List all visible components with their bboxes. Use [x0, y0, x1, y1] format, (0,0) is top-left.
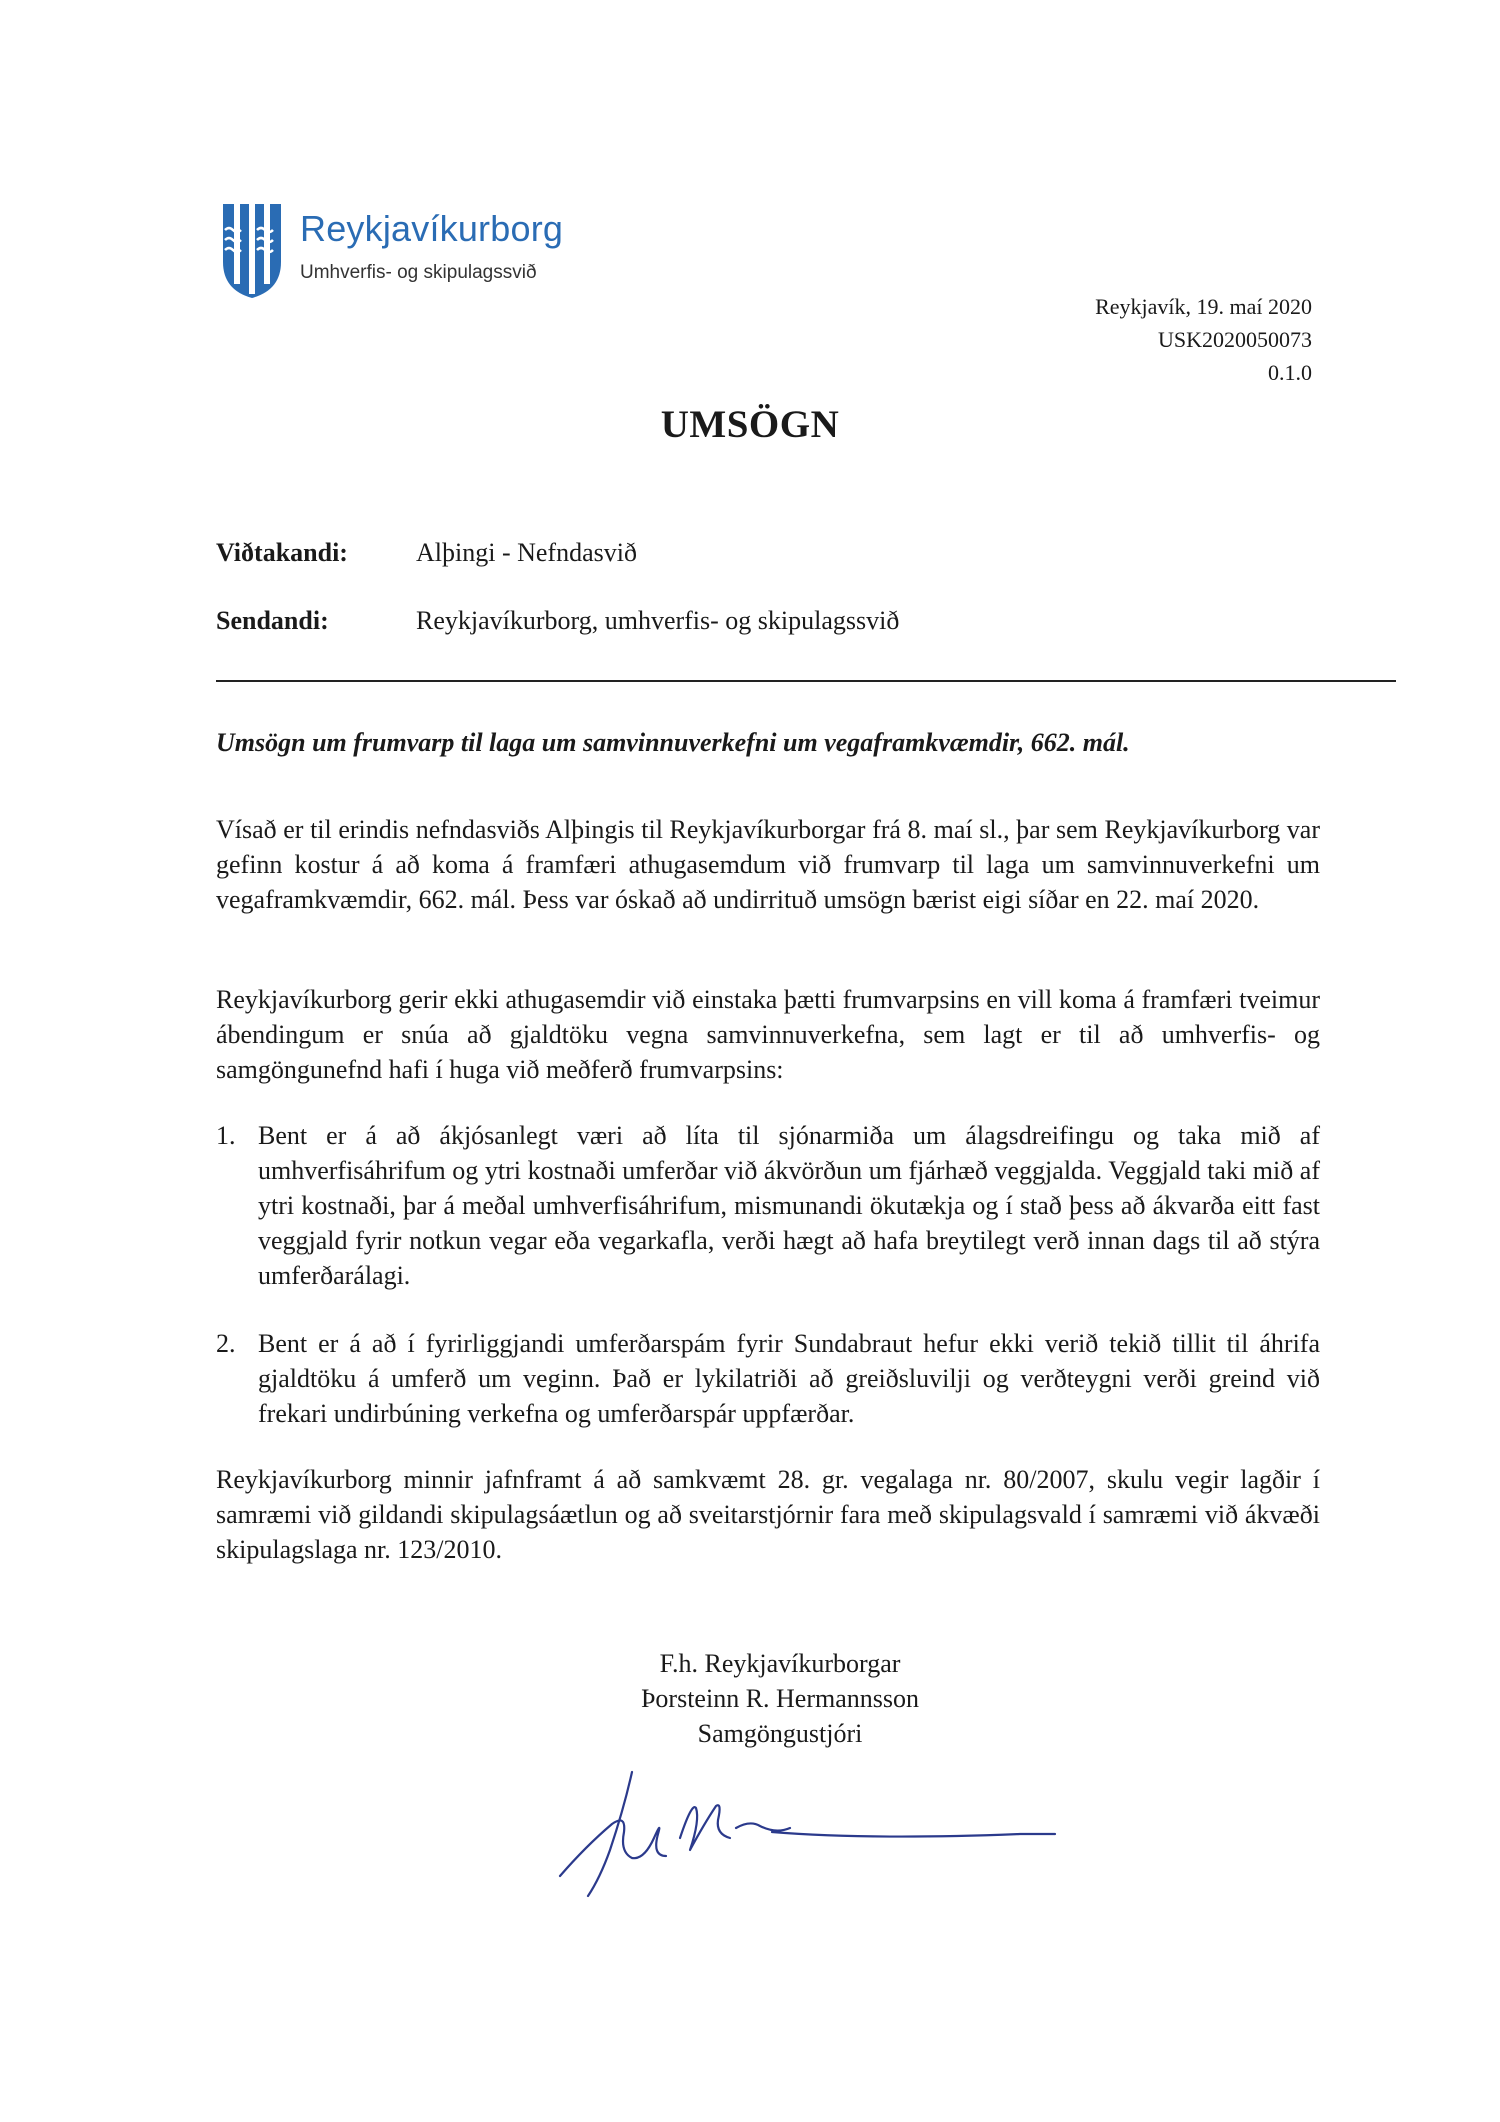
- place-date: Reykjavík, 19. maí 2020: [1095, 294, 1312, 319]
- org-name: Reykjavíkurborg: [300, 208, 564, 249]
- document-title: UMSÖGN: [660, 403, 840, 446]
- sender-value: Reykjavíkurborg, umhverfis- og skipulagssvið: [416, 606, 900, 635]
- paragraph-comments: Reykjavíkurborg gerir ekki athugasemdir við einstaka þætti frumvarpsins en vill koma á framfæri tveimur ábendingum er snúa að gjaldtöku vegna samvinnuverkefna, sem lagt er til að umhverfis- og samgöngunefnd hafi í huga við meðferð frumvarpsins:: [216, 985, 1320, 1084]
- handwritten-signature: [540, 1768, 1060, 1898]
- org-department: Umhverfis- og skipulagssvið: [300, 262, 537, 283]
- list-text: Bent er á að í fyrirliggjandi umferðarspám fyrir Sundabraut hefur ekki verið tekið tillit til áhrifa gjaldtöku á umferð um veginn. Það er lykilatriði að greiðsluvilji og verðteygni verði greind við frekari undirbúning verkefna og umferðarspár uppfærðar.: [258, 1329, 1320, 1428]
- paragraph-intro: Vísað er til erindis nefndasviðs Alþingis til Reykjavíkurborgar frá 8. maí sl., þar sem Reykjavíkurborg var gefinn kostur á að koma á framfæri athugasemdum við frumvarp til laga um samvinnuverkefni um vegaframkvæmdir, 662. mál. Þess var óskað að undirrituð umsögn bærist eigi síðar en 22. maí 2020.: [216, 815, 1320, 914]
- list-number: 1.: [216, 1121, 236, 1150]
- subject-line: Umsögn um frumvarp til laga um samvinnuverkefni um vegaframkvæmdir, 662. mál.: [216, 728, 1130, 757]
- list-text: Bent er á að ákjósanlegt væri að líta til sjónarmiða um álagsdreifingu og taka mið af umhverfisáhrifum og ytri kostnaði umferðar við ákvörðun um fjárhæð veggjalda. Veggjald taki mið af ytri kostnaði, þar á meðal umhverfisáhrifum, mismunandi ökutækja og í stað þess að ákvarða eitt fast veggjald fyrir notkun vegar eða vegarkafla, verði hægt að hafa breytilegt verð innan dags til að stýra umferðarálagi.: [258, 1121, 1320, 1290]
- document-meta: [1095, 290, 1312, 389]
- sender-label: Sendandi:: [216, 606, 329, 635]
- paragraph-closing: Reykjavíkurborg minnir jafnframt á að samkvæmt 28. gr. vegalaga nr. 80/2007, skulu vegir lagðir í samræmi við gildandi skipulagsáætlun og að sveitarstjórnir fara með skipulagsvald í samræmi við ákvæði skipulagslaga nr. 123/2010.: [216, 1465, 1320, 1564]
- recipient-label: Viðtakandi:: [216, 538, 348, 567]
- list-number: 2.: [216, 1329, 236, 1358]
- divider: [216, 680, 1396, 682]
- signatory-role: Samgöngustjóri: [697, 1719, 863, 1748]
- signature-on-behalf: F.h. Reykjavíkurborgar: [659, 1649, 901, 1678]
- signature-block: [570, 1646, 990, 1751]
- version-number: 0.1.0: [1268, 360, 1312, 385]
- case-number: USK2020050073: [1157, 327, 1312, 352]
- reykjavik-crest-icon: [221, 200, 283, 300]
- signatory-name: Þorsteinn R. Hermannsson: [640, 1684, 920, 1713]
- recipient-value: Alþingi - Nefndasvið: [416, 538, 637, 567]
